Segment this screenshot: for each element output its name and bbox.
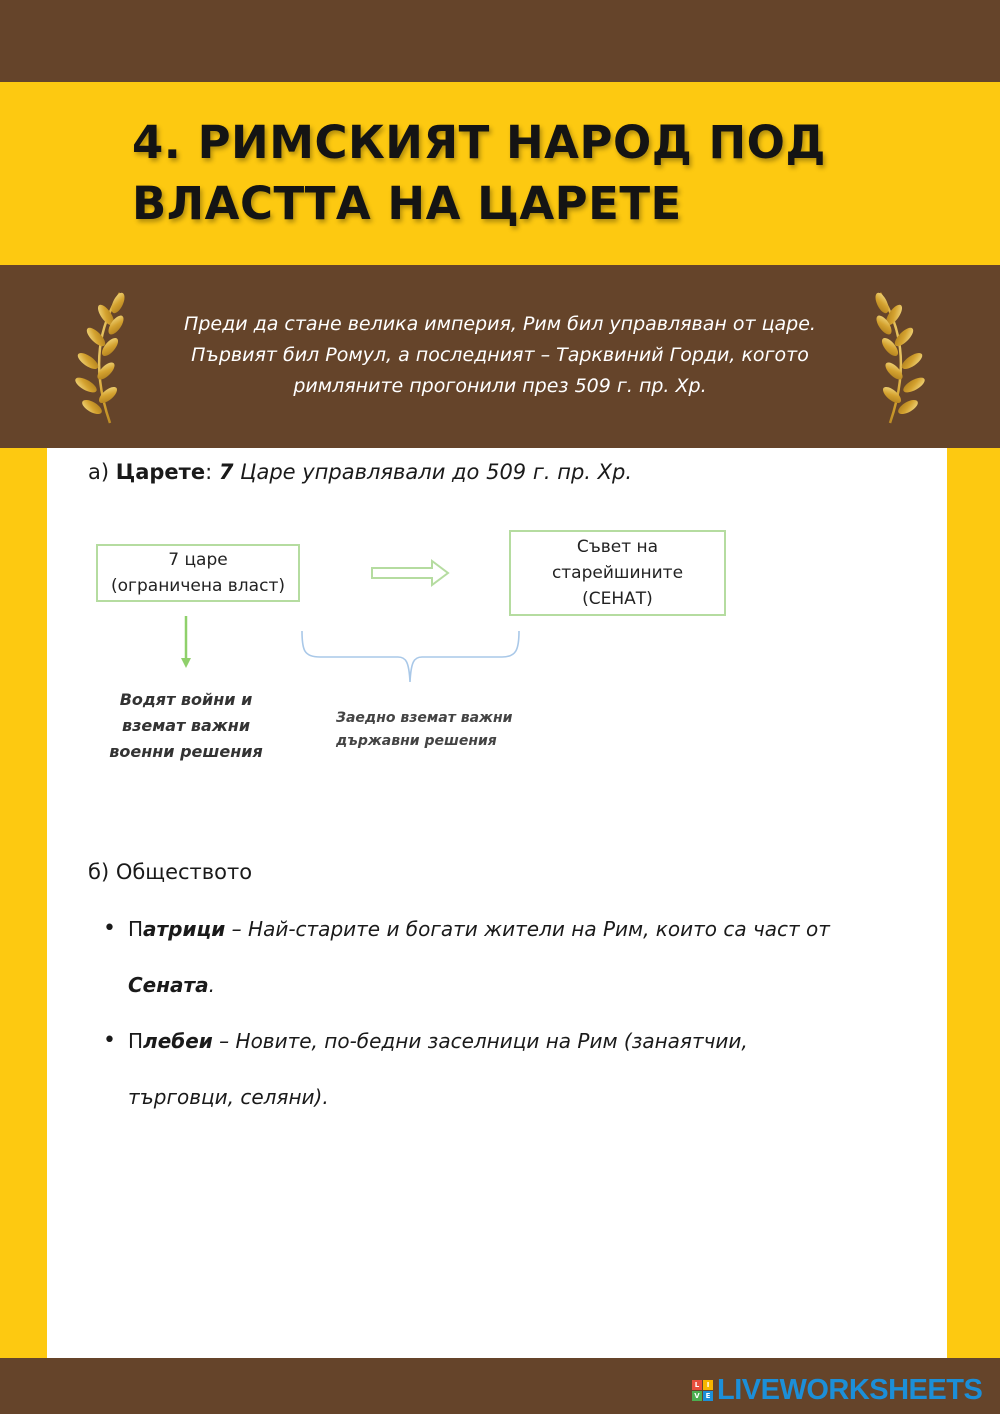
page-title: 4. РИМСКИЯТ НАРОД ПОД ВЛАСТТА НА ЦАРЕТЕ: [132, 116, 826, 230]
intro-text: Преди да стане велика империя, Рим бил управляван от царе. Първият бил Ромул, а последният – Тарквиний Горди, когото римляните прогонили през 509 г. пр. Хр.: [184, 313, 816, 397]
logo-text: LIVEWORKSHEETS: [717, 1374, 983, 1406]
section-a-heading: а) Царете: 7 Царе управлявали до 509 г. пр. Хр.: [88, 460, 633, 484]
liveworksheets-logo[interactable]: [692, 1374, 982, 1407]
kings-note: Водят войни и вземат важни военни решения: [109, 690, 263, 761]
arrow-down-icon: [181, 616, 191, 668]
society-list: [95, 901, 855, 1125]
list-item: • Патрици – Най-старите и богати жители на Рим, които са част от Сената.: [95, 901, 855, 1013]
senate-box-line: старейшините: [551, 563, 684, 583]
senate-box-line: (СЕНАТ): [582, 589, 653, 609]
kings-box-line: 7 царе: [168, 550, 228, 570]
section-b-heading: б) Обществото: [88, 860, 253, 884]
brace-icon: [302, 631, 519, 682]
kings-box-line: (ограничена власт): [111, 576, 285, 596]
liveworksheets-logo-icon: L I V E: [692, 1380, 713, 1401]
together-note: Заедно вземат важни държавни решения: [336, 710, 513, 749]
arrow-right-icon: [372, 561, 448, 585]
list-item: • Плебеи – Новите, по-бедни заселници на Рим (занаятчии, търговци, селяни).: [95, 1013, 855, 1125]
senate-box-line: Съвет на: [576, 537, 659, 557]
